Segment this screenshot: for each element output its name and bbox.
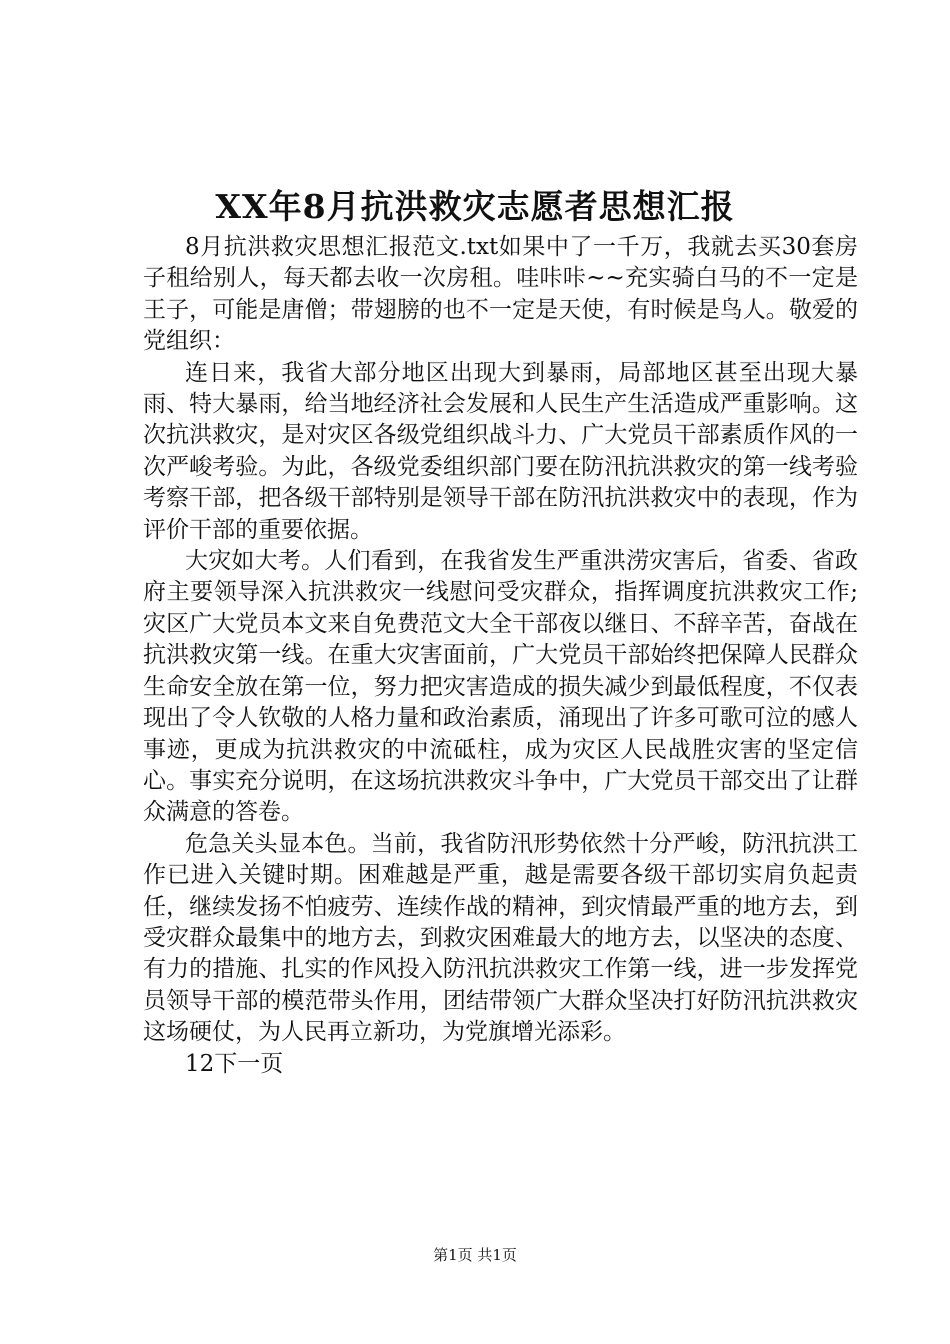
- paragraph-big-exam: 大灾如大考。人们看到，在我省发生严重洪涝灾害后，省委、省政府主要领导深入抗洪救灾一线慰问受灾群众，指挥调度抗洪救灾工作;灾区广大党员本文来自免费范文大全干部夜以继日、不辞辛苦，奋战在抗洪救灾第一线。在重大灾害面前，广大党员干部始终把保障人民群众生命安全放在第一位，努力把灾害造成的损失减少到最低程度，不仅表现出了令人钦敬的人格力量和政治素质，涌现出了许多可歌可泣的感人事迹，更成为抗洪救灾的中流砥柱，成为灾区人民战胜灾害的坚定信心。事实充分说明，在这场抗洪救灾斗争中，广大党员干部交出了让群众满意的答卷。: [143, 548, 858, 826]
- paragraph-intro: 8月抗洪救灾思想汇报范文.txt如果中了一千万，我就去买30套房子租给别人，每天都去收一次房租。哇咔咔~~充实骑白马的不一定是王子，可能是唐僧；带翅膀的也不一定是天使，有时候是鸟人。敬爱的党组织：: [143, 234, 858, 355]
- document-title: XX年8月抗洪救灾志愿者思想汇报: [215, 187, 735, 226]
- page-footer: 第1页 共1页: [433, 1246, 517, 1264]
- paragraph-heavy-rain: 连日来，我省大部分地区出现大到暴雨，局部地区甚至出现大暴雨、特大暴雨，给当地经济社会发展和人民生产生活造成严重影响。这次抗洪救灾，是对灾区各级党组织战斗力、广大党员干部素质作风的一次严峻考验。为此，各级党委组织部门要在防汛抗洪救灾的第一线考验考察干部，把各级干部特别是领导干部在防汛抗洪救灾中的表现，作为评价干部的重要依据。: [143, 359, 858, 543]
- document-body: [143, 232, 858, 1080]
- paragraph-critical-moment: 危急关头显本色。当前，我省防汛形势依然十分严峻，防汛抗洪工作已进入关键时期。困难越是严重，越是需要各级干部切实肩负起责任，继续发扬不怕疲劳、连续作战的精神，到灾情最严重的地方去，到受灾群众最集中的地方去，到救灾困难最大的地方去，以坚决的态度、有力的措施、扎实的作风投入防汛抗洪救灾工作第一线，进一步发挥党员领导干部的模范带头作用，团结带领广大群众坚决打好防汛抗洪救灾这场硬仗，为人民再立新功，为党旗增光添彩。: [143, 830, 858, 1046]
- next-page-link[interactable]: 12下一页: [185, 1050, 284, 1077]
